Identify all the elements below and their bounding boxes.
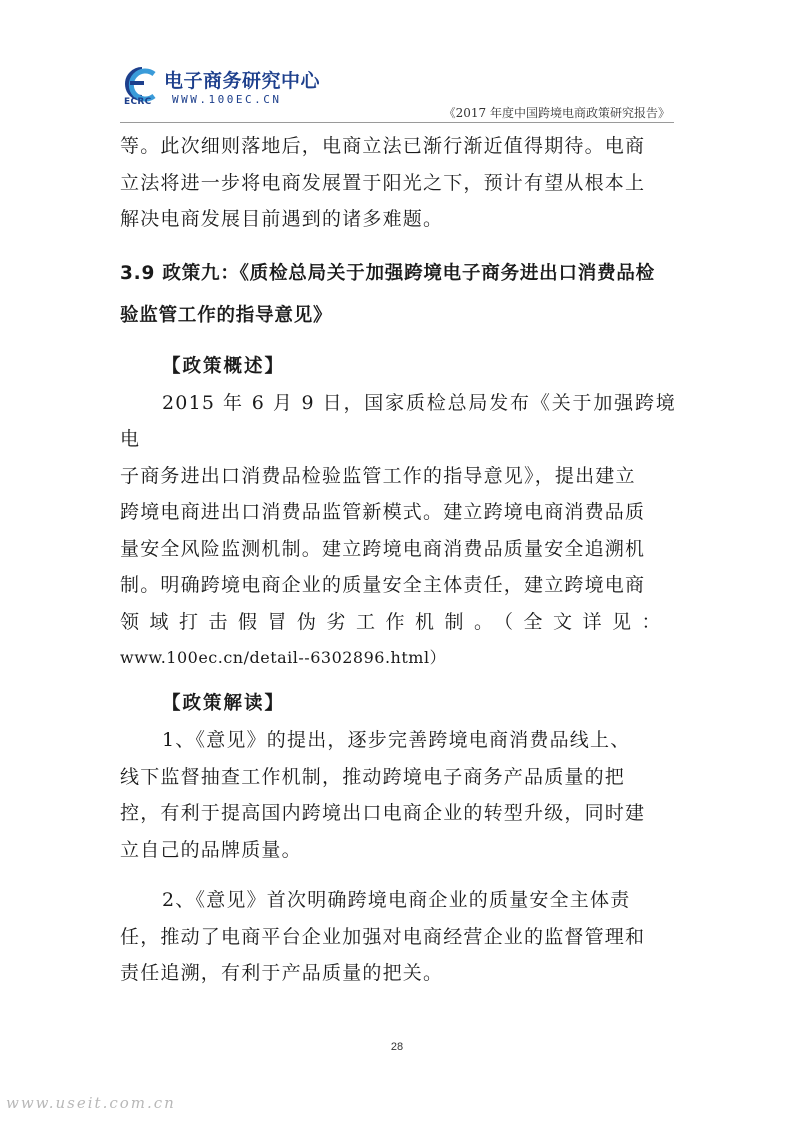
overview-line: 跨境电商进出口消费品监管新模式。建立跨境电商消费品质 bbox=[120, 501, 646, 523]
point-1-line: 立自己的品牌质量。 bbox=[120, 838, 302, 861]
intro-line: 等。此次细则落地后，电商立法已渐行渐近值得期待。电商 bbox=[120, 135, 646, 157]
section-title-line: 3.9 政策九：《质检总局关于加强跨境电子商务进出口消费品检 bbox=[120, 262, 655, 284]
intro-line: 解决电商发展目前遇到的诸多难题。 bbox=[120, 208, 444, 230]
overview-line: 2015 年 6 月 9 日，国家质检总局发布《关于加强跨境电 bbox=[120, 391, 676, 450]
point-2-line: 2、《意见》首次明确跨境电商企业的质量安全主体责 bbox=[162, 889, 631, 911]
overview-heading: 【政策概述】 bbox=[162, 355, 286, 377]
page-number: 28 bbox=[390, 1041, 404, 1053]
intro-line: 立法将进一步将电商发展置于阳光之下，预计有望从根本上 bbox=[120, 171, 646, 194]
point-1-line: 1、《意见》的提出，逐步完善跨境电商消费品线上、 bbox=[162, 729, 631, 751]
logo-abbreviation: ECRC bbox=[124, 97, 152, 107]
overview-line: 领域打击假冒伪劣工作机制。（全文详见： bbox=[120, 610, 672, 633]
ecrc-logo bbox=[122, 66, 321, 108]
header-divider bbox=[120, 122, 674, 123]
overview-line: 子商务进出口消费品检验监管工作的指导意见》，提出建立 bbox=[120, 464, 636, 487]
source-url-link[interactable]: www.100ec.cn/detail--6302896.html） bbox=[120, 648, 447, 667]
point-1-line: 线下监督抽查工作机制，推动跨境电子商务产品质量的把 bbox=[120, 765, 626, 788]
logo-name: 电子商务研究中心 bbox=[164, 70, 321, 92]
watermark: www.useit.com.cn bbox=[6, 1094, 176, 1112]
page-content bbox=[120, 128, 676, 992]
section-title-line: 验监管工作的指导意见》 bbox=[120, 304, 333, 326]
overview-line: 量安全风险监测机制。建立跨境电商消费品质量安全追溯机 bbox=[120, 537, 646, 560]
point-2-line: 任，推动了电商平台企业加强对电商经营企业的监督管理和 bbox=[120, 925, 646, 948]
overview-line: 制。明确跨境电商企业的质量安全主体责任，建立跨境电商 bbox=[120, 574, 646, 596]
section-title bbox=[120, 253, 676, 337]
logo-url: WWW.100EC.CN bbox=[172, 93, 282, 106]
point-1-line: 控，有利于提高国内跨境出口电商企业的转型升级，同时建 bbox=[120, 802, 646, 824]
point-2-line: 责任追溯，有利于产品质量的把关。 bbox=[120, 962, 444, 984]
report-title: 《2017 年度中国跨境电商政策研究报告》 bbox=[443, 106, 670, 120]
interpretation-heading: 【政策解读】 bbox=[162, 693, 286, 714]
